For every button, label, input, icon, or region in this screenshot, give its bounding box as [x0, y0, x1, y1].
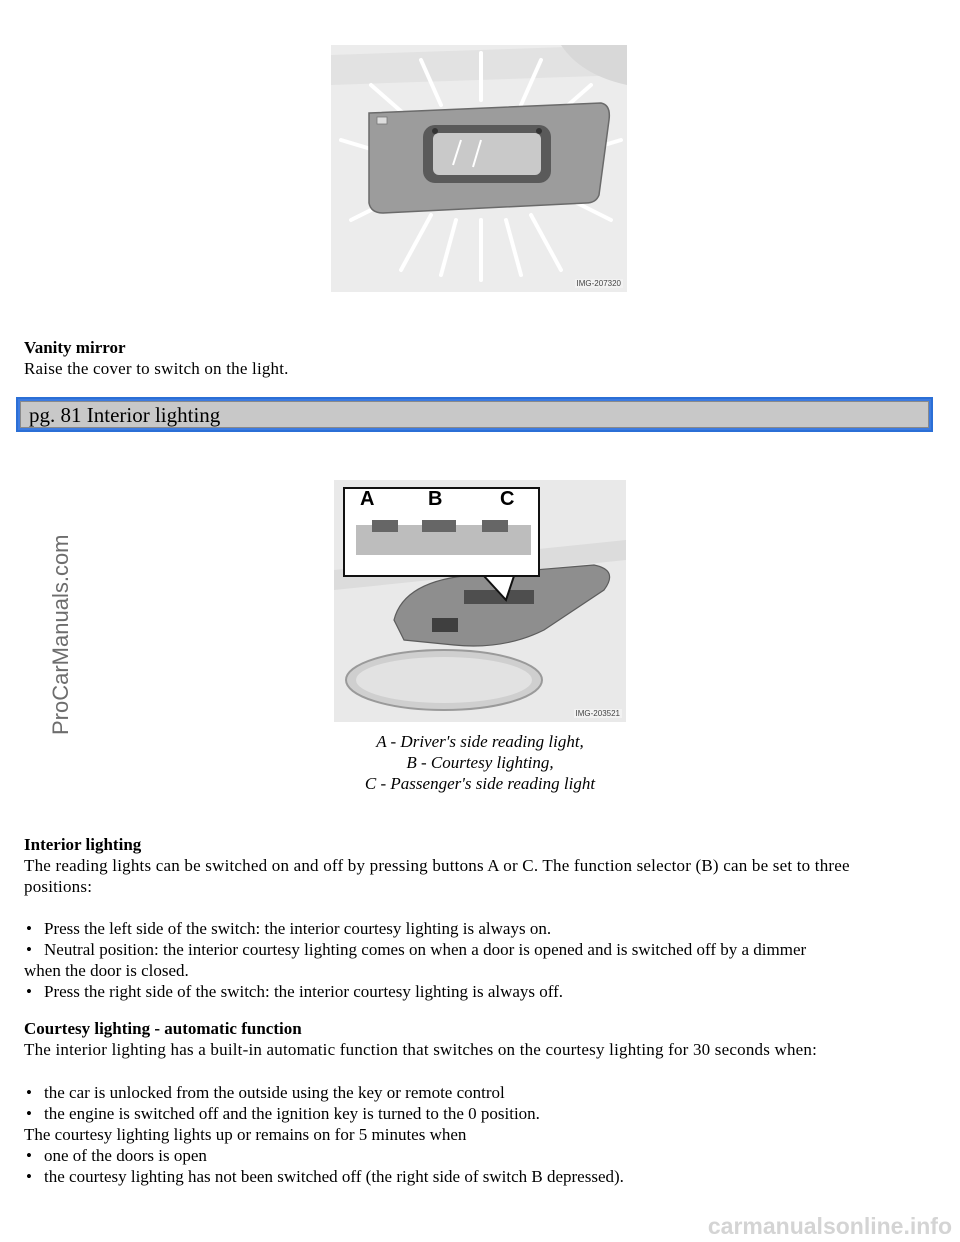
courtesy-lighting-heading: Courtesy lighting - automatic function: [24, 1019, 302, 1038]
caption-line-c: C - Passenger's side reading light: [364, 774, 596, 793]
list-item: • Neutral position: the interior courtesy lighting comes on when a door is opened and is switched off by a dimmer: [26, 940, 807, 959]
bottom-watermark: carmanualsonline.info: [707, 1213, 952, 1239]
list-item: • one of the doors is open: [26, 1146, 207, 1165]
list-item: • the engine is switched off and the ignition key is turned to the 0 position.: [26, 1104, 540, 1123]
vanity-mirror-drawing: [331, 45, 627, 292]
list-item: • Press the right side of the switch: the interior courtesy lighting is always off.: [26, 982, 564, 1001]
section-header: [16, 397, 933, 432]
image-tag: IMG-207320: [576, 279, 621, 288]
list-item: • Press the left side of the switch: the interior courtesy lighting is always on.: [26, 919, 552, 938]
interior-bullet-list: [24, 918, 944, 1002]
side-watermark: ProCarManuals.com: [48, 534, 73, 735]
courtesy-bullet-list: [24, 1082, 944, 1187]
list-item-continuation: when the door is closed.: [24, 961, 189, 980]
interior-text-line2: positions:: [24, 877, 93, 896]
caption-line-a: A - Driver's side reading light,: [376, 732, 584, 751]
interior-lighting-text: [24, 855, 944, 897]
interior-lighting-heading: Interior lighting: [24, 835, 142, 854]
interior-lighting-drawing: [334, 480, 626, 722]
label-c: C: [500, 488, 515, 510]
label-b: B: [428, 488, 443, 510]
list-item: • the courtesy lighting has not been switched off (the right side of switch B depressed).: [26, 1167, 624, 1186]
label-a: A: [360, 488, 375, 510]
image-tag: IMG-203521: [575, 709, 620, 718]
figure-caption: [280, 731, 680, 794]
interior-text-line1: The reading lights can be switched on and off by pressing buttons A or C. The function selector (B) can be set to three: [24, 856, 850, 875]
interior-lighting-image: [334, 480, 626, 722]
courtesy-lighting-text: The interior lighting has a built-in automatic function that switches on the courtesy lighting for 30 seconds when:: [24, 1040, 818, 1059]
vanity-mirror-heading: Vanity mirror: [24, 338, 126, 357]
section-title: pg. 81 Interior lighting: [20, 401, 929, 428]
list-item: • the car is unlocked from the outside using the key or remote control: [26, 1083, 505, 1102]
caption-line-b: B - Courtesy lighting,: [406, 753, 554, 772]
vanity-mirror-image: [331, 45, 627, 292]
vanity-mirror-text: Raise the cover to switch on the light.: [24, 359, 289, 378]
courtesy-text-2: The courtesy lighting lights up or remains on for 5 minutes when: [24, 1125, 467, 1144]
